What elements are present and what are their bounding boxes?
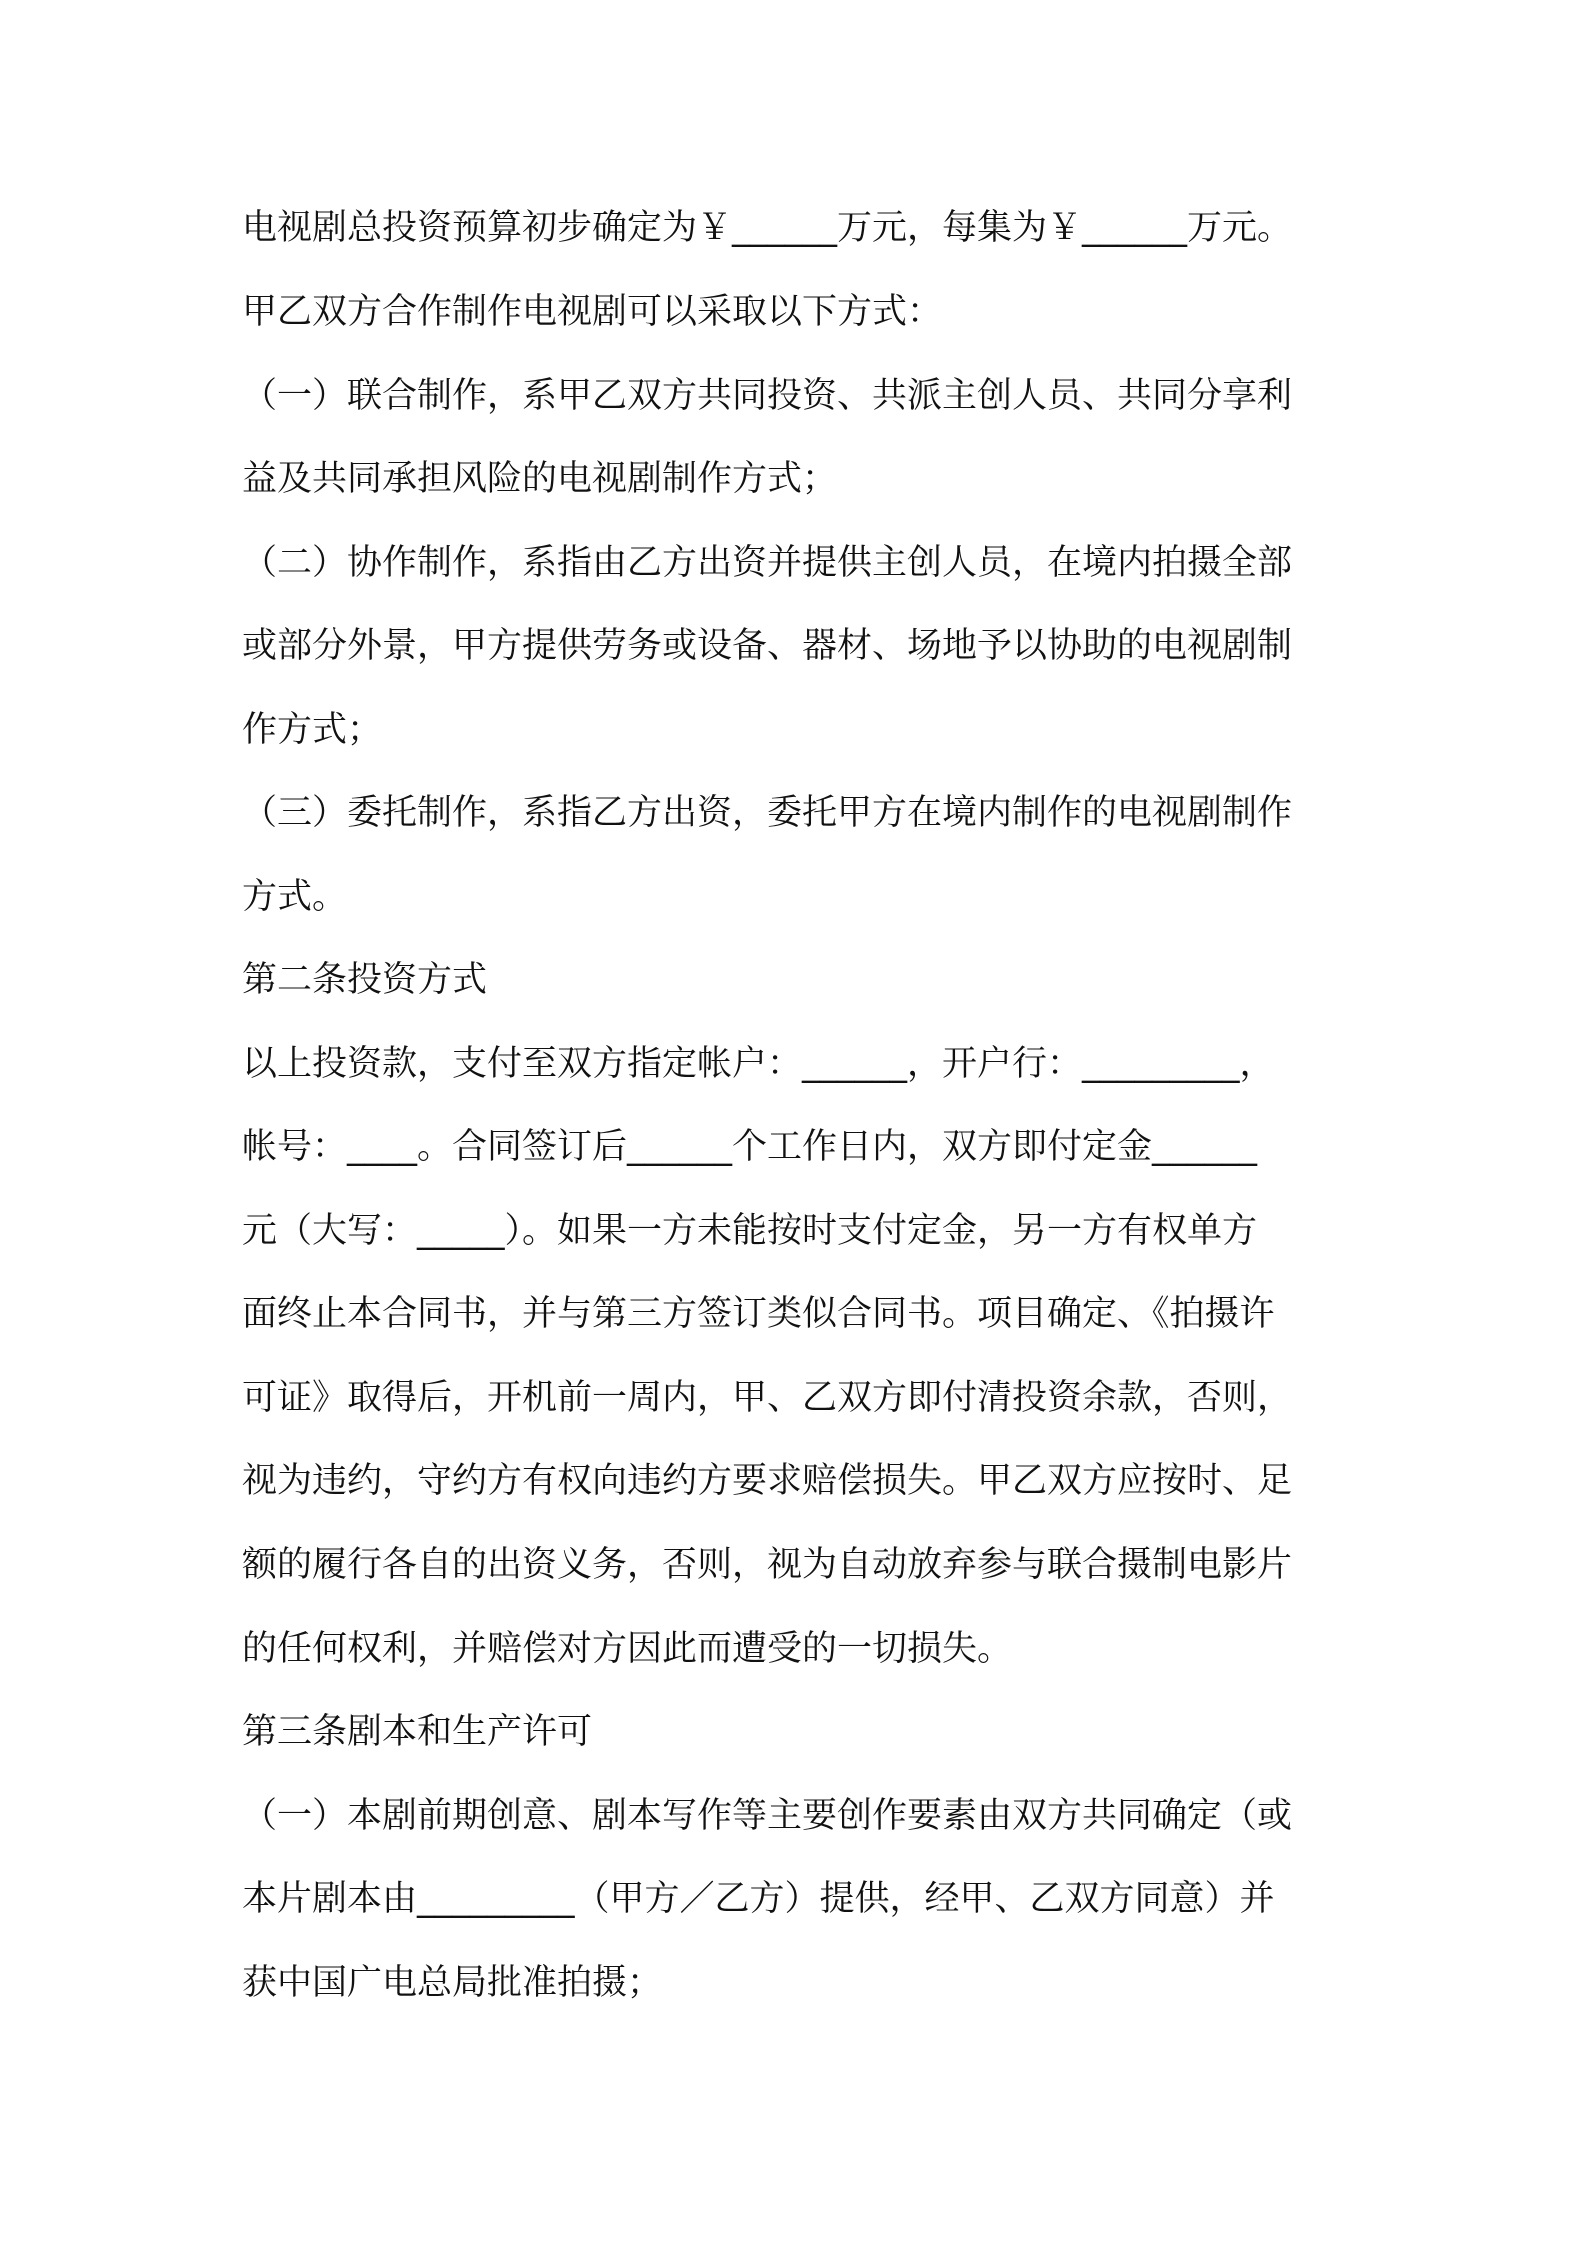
section-heading: 第二条投资方式 — [242, 960, 488, 1000]
text-line: 益及共同承担风险的电视剧制作方式； — [242, 459, 838, 499]
text-line: 方式。 — [242, 877, 348, 917]
text-line: 帐号：____。合同签订后______个工作日内，双方即付定金______ — [242, 1127, 1258, 1167]
text-line: 视为违约，守约方有权向违约方要求赔偿损失。甲乙双方应按时、足 — [242, 1461, 1293, 1501]
text-line: 获中国广电总局批准拍摄； — [242, 1963, 663, 2003]
text-line: 可证》取得后，开机前一周内，甲、乙双方即付清投资余款，否则， — [242, 1378, 1293, 1418]
text-line: 的任何权利，并赔偿对方因此而遭受的一切损失。 — [242, 1629, 1013, 1669]
text-line: 元（大写：_____）。如果一方未能按时支付定金，另一方有权单方 — [242, 1211, 1258, 1251]
text-line: 面终止本合同书，并与第三方签订类似合同书。项目确定、《拍摄许 — [242, 1294, 1275, 1334]
text-line: 电视剧总投资预算初步确定为￥______万元，每集为￥______万元。 — [242, 208, 1293, 248]
section-heading: 第三条剧本和生产许可 — [242, 1712, 593, 1752]
text-line: 或部分外景，甲方提供劳务或设备、器材、场地予以协助的电视剧制 — [242, 626, 1293, 666]
text-line: 甲乙双方合作制作电视剧可以采取以下方式： — [242, 292, 943, 332]
text-line: （一）本剧前期创意、剧本写作等主要创作要素由双方共同确定（或 — [242, 1796, 1293, 1836]
text-line: 以上投资款，支付至双方指定帐户：______，开户行：_________， — [242, 1044, 1275, 1084]
text-line: （一）联合制作，系甲乙双方共同投资、共派主创人员、共同分享利 — [242, 376, 1293, 416]
text-line: 本片剧本由_________（甲方／乙方）提供，经甲、乙双方同意）并 — [242, 1879, 1275, 1919]
text-line: （三）委托制作，系指乙方出资，委托甲方在境内制作的电视剧制作 — [242, 793, 1293, 833]
text-line: 额的履行各自的出资义务，否则，视为自动放弃参与联合摄制电影片 — [242, 1545, 1293, 1585]
text-line: （二）协作制作，系指由乙方出资并提供主创人员，在境内拍摄全部 — [242, 543, 1293, 583]
text-line: 作方式； — [242, 710, 383, 750]
